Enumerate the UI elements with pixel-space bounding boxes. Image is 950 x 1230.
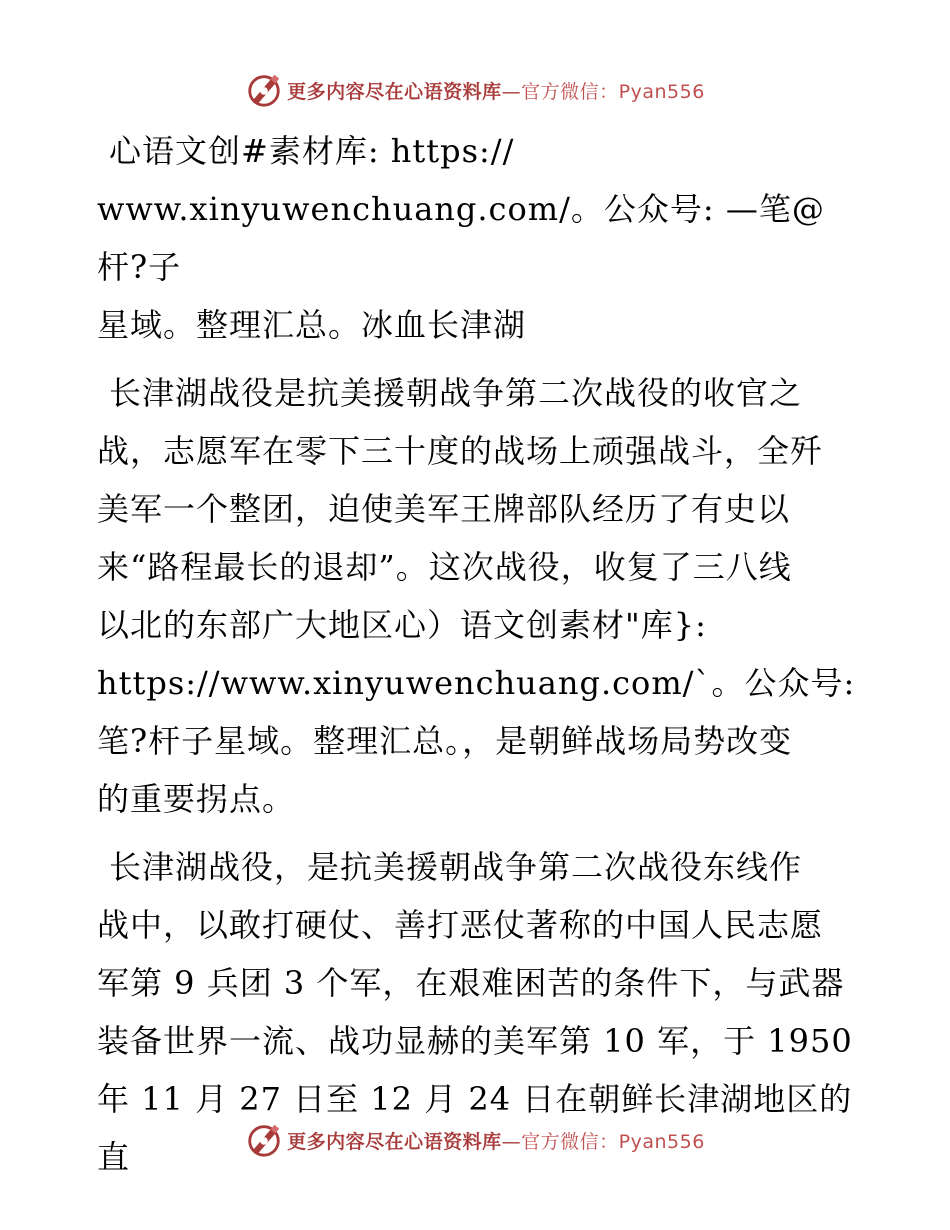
text-line: www.xinyuwenchuang.com/。公众号: —笔@杆?子	[97, 190, 825, 286]
text-line: 长津湖战役，是抗美援朝战争第二次战役东线作	[109, 848, 803, 886]
paragraph-2	[97, 364, 857, 828]
text-line: 心语文创#素材库: https://	[109, 132, 515, 170]
document-body	[97, 122, 857, 1186]
watermark-text: 更多内容尽在心语资料库—官方微信：Pyan556	[287, 80, 705, 103]
text-line: https://www.xinyuwenchuang.com/`。公众号:	[97, 664, 856, 702]
paragraph-1	[97, 122, 857, 354]
watermark-banner-bottom	[0, 1120, 950, 1160]
text-line: 以北的东部广大地区心）语文创素材"库}:	[97, 606, 707, 644]
watermark-text: 更多内容尽在心语资料库—官方微信：Pyan556	[287, 1130, 705, 1153]
pen-logo-icon	[245, 1121, 283, 1159]
text-line: 战，志愿军在零下三十度的战场上顽强战斗，全歼	[97, 432, 824, 470]
text-line: 战中，以敢打硬仗、善打恶仗著称的中国人民志愿	[97, 906, 824, 944]
text-line: 来“路程最长的退却”。这次战役，收复了三八线	[97, 548, 792, 586]
text-line: 的重要拐点。	[97, 780, 296, 818]
text-line: 长津湖战役是抗美援朝战争第二次战役的收官之	[109, 374, 803, 412]
text-line: 星域。整理汇总。冰血长津湖	[97, 306, 527, 344]
text-line: 美军一个整团，迫使美军王牌部队经历了有史以	[97, 490, 791, 528]
watermark-banner-top	[0, 70, 950, 110]
text-line: 装备世界一流、战功显赫的美军第 10 军，于 1950	[97, 1022, 853, 1060]
text-line: 军第 9 兵团 3 个军，在艰难困苦的条件下，与武器	[97, 964, 845, 1002]
text-line: 笔?杆子星域。整理汇总。，是朝鲜战场局势改变	[97, 722, 793, 760]
text-line: 年 11 月 27 日至 12 月 24 日在朝鲜长津湖地区的直	[97, 1080, 853, 1176]
pen-logo-icon	[245, 71, 283, 109]
